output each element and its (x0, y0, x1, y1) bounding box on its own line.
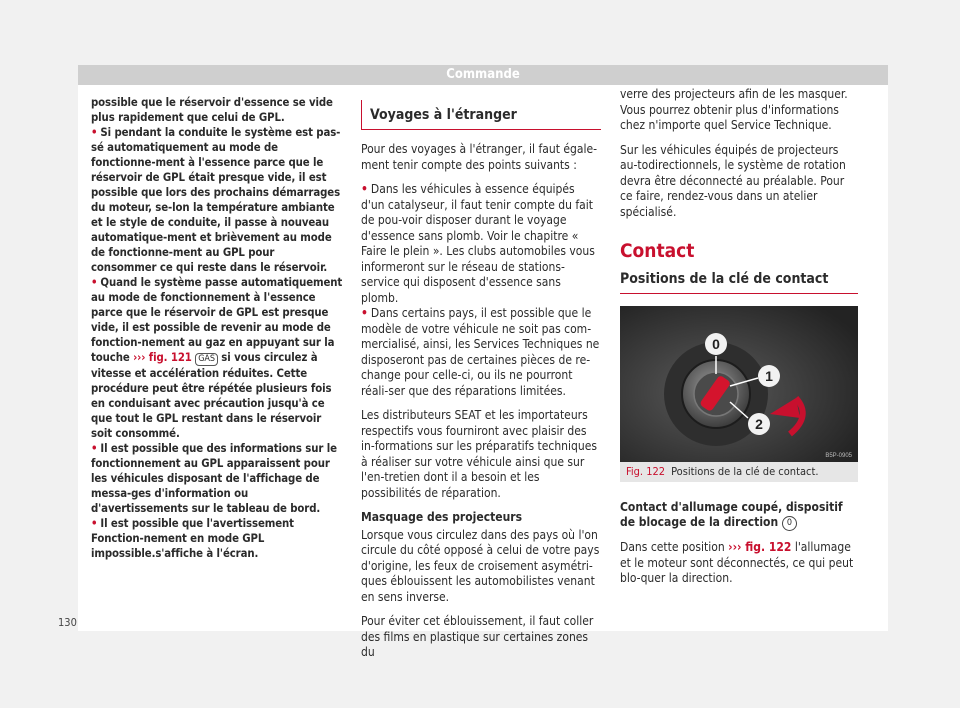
paragraph: Sur les véhicules équipés de projecteurs au-todirectionnels, le système de rotation devra être déconnecté au préalable. Pour ce faire, rendez-vous dans un atelier spécialisé. (620, 142, 846, 219)
list-item: • Dans certains pays, il est possible que le modèle de votre véhicule ne soit pas com-mercialisé, ainsi, les Services Techniques ne disposeront pas de certaines pièces de re-change pour celle-ci, ou ils ne pourront réali-ser que des réparations limitées. (361, 306, 600, 398)
document-page (78, 65, 888, 659)
position-label-2: 2 (755, 415, 763, 432)
paragraph: Pour des voyages à l'étranger, il faut égale-ment tenir compte des points suivants : (361, 142, 598, 172)
section-title: Voyages à l'étranger (361, 100, 601, 130)
position-0-icon: 0 (782, 516, 797, 531)
gas-key-icon: GAS (195, 353, 218, 366)
figure-caption: Fig. 122 Positions de la clé de contact. (620, 462, 858, 482)
paragraph: Les distributeurs SEAT et les importateurs respectifs vous fourniront avec plaisir des in-formations sur les préparatifs techniques à réaliser sur votre véhicule ainsi que sur l'en-tretien dont il a besoin et les possibilités de réparation. (361, 408, 597, 500)
bullet-icon: • (91, 126, 98, 139)
figure-code: B5P-0905 (825, 452, 852, 459)
bullet-icon: • (91, 517, 98, 530)
middle-column (361, 92, 601, 670)
page-header: Commande (78, 65, 888, 85)
bullet-icon: • (91, 442, 98, 455)
list-item: • Il est possible que des informations sur le fonctionnement au GPL apparaissent pour les véhicules disposant de l'affichage de messa-ges d'information ou d'avertissements sur le tableau de bord. (91, 442, 337, 515)
right-column (620, 87, 858, 596)
paragraph: Pour éviter cet éblouissement, il faut coller des films en plastique sur certaines zones du (361, 614, 594, 659)
subheading: Contact d'allumage coupé, dispositif de blocage de la direction 0 (620, 499, 843, 529)
fig-121-link[interactable]: ››› fig. 121 (133, 351, 192, 364)
list-item: • Il est possible que l'avertissement Fonction-nement en mode GPL impossible.s'affiche à l'écran. (91, 517, 294, 560)
paragraph: Lorsque vous circulez dans des pays où l'on circule du côté opposé à celui de votre pays d'origine, les feux de croisement asymétri-ques éblouissent les automobilistes venant en sens inverse. (361, 527, 600, 604)
page-number: 130 (58, 616, 77, 629)
list-item: • Quand le système passe automatiquement au mode de fonctionnement à l'essence parce que le réservoir de GPL est presque vide, il est possible de revenir au mode de fonction-nement au gaz en appuyant sur la touche ››› fig. 121 GAS si vous circulez à vitesse et accélération réduites. Cette procédure peut être répétée plusieurs fois en conduisant avec précaution jusqu'à ce que tout le GPL restant dans le réservoir soit consommé. (91, 276, 343, 440)
list-item: • Dans les véhicules à essence équipés d'un catalyseur, il faut tenir compte du fait de pou-voir disposer durant le voyage d'essence sans plomb. Voir le chapitre « Faire le plein ». Les clubs automobiles vous informeront sur le réseau de stations-service qui disposent d'essence sans plomb. (361, 182, 595, 305)
paragraph: Dans cette position ››› fig. 122 l'allumage et le moteur sont déconnectés, ce qui peut blo-quer la direction. (620, 540, 854, 585)
fig-122-link[interactable]: ››› fig. 122 (728, 540, 792, 554)
chapter-heading: Contact (620, 240, 695, 262)
paragraph: verre des projecteurs afin de les masquer. Vous pourrez obtenir plus d'informations chez n'importe quel Service Technique. (620, 87, 848, 132)
ignition-lock-illustration (620, 306, 858, 462)
bullet-icon: • (91, 276, 98, 289)
section-heading: Positions de la clé de contact (620, 270, 858, 294)
paragraph: possible que le réservoir d'essence se vide plus rapidement que celui de GPL. (91, 96, 333, 124)
position-label-0: 0 (712, 335, 720, 352)
list-item: • Si pendant la conduite le système est pas-sé automatiquement au mode de fonctionne-ment à l'essence parce que le réservoir de GPL était presque vide, il est possible que lors des prochains démarrages du moteur, se-lon la température ambiante et le style de conduite, il passe à nouveau automatique-ment et brièvement au mode de fonctionne-ment au GPL pour consommer ce qui reste dans le réservoir. (91, 126, 341, 274)
bullet-icon: • (361, 306, 368, 320)
left-column (91, 95, 343, 561)
subheading: Masquage des projecteurs (361, 510, 523, 524)
bullet-icon: • (361, 182, 368, 196)
figure-number: Fig. 122 (626, 464, 666, 478)
ignition-key-figure (620, 306, 858, 462)
position-label-1: 1 (765, 367, 773, 384)
